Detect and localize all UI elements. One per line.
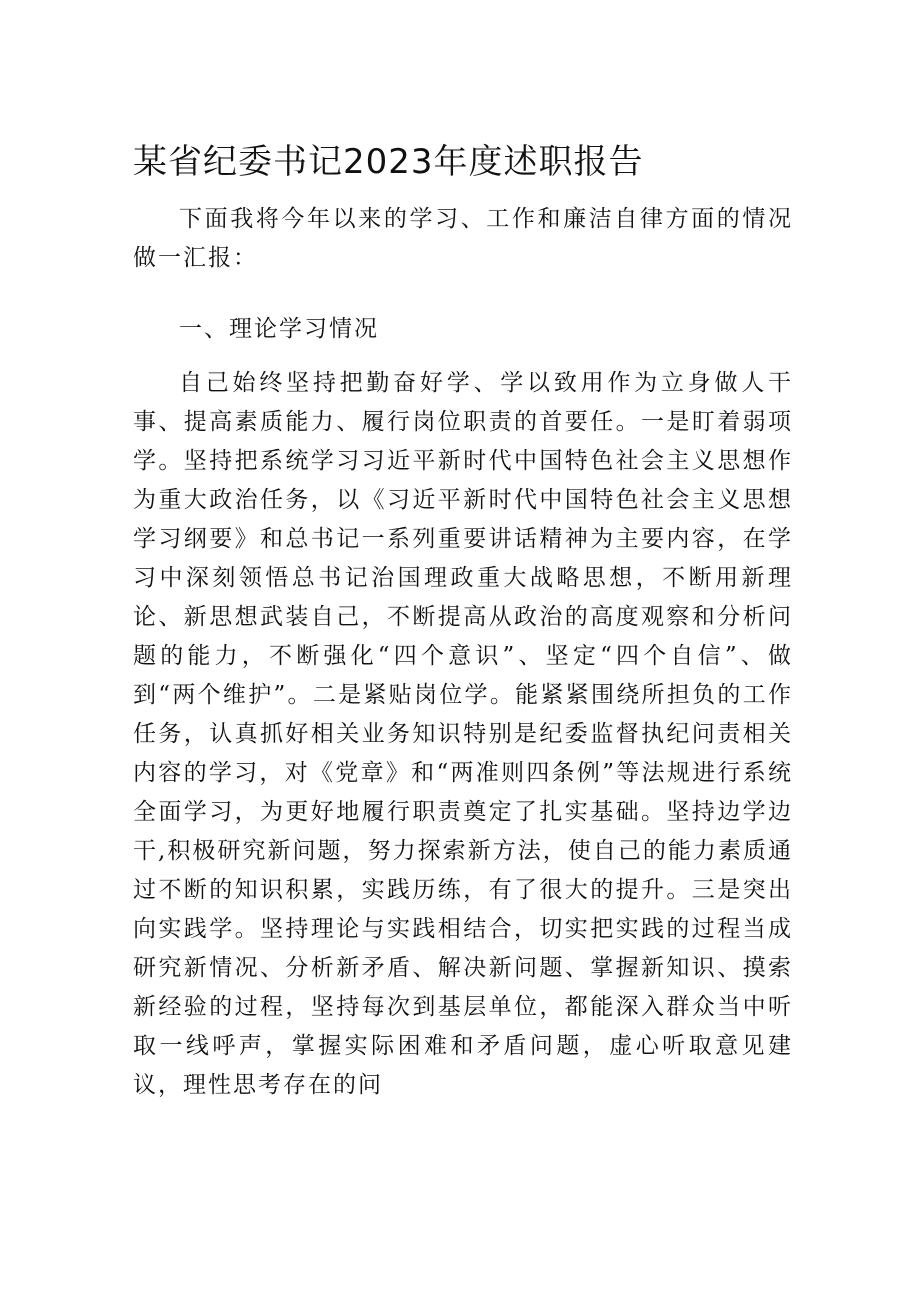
section-paragraph: 自己始终坚持把勤奋好学、学以致用作为立身做人干事、提高素质能力、履行岗位职责的首要任。一是盯着弱项学。坚持把系统学习习近平新时代中国特色社会主义思想作为重大政治任务，以《习近平新时代中国特色社会主义思想学习纲要》和总书记一系列重要讲话精神为主要内容，在学习中深刻领悟总书记治国理政重大战略思想，不断用新理论、新思想武装自己，不断提高从政治的高度观察和分析问题的能力，不断强化“四个意识”、坚定“四个自信”、做到“两个维护”。二是紧贴岗位学。能紧紧围绕所担负的工作任务，认真抓好相关业务知识特别是纪委监督执纪问责相关内容的学习，对《党章》和“两准则四条例”等法规进行系统全面学习，为更好地履行职责奠定了扎实基础。坚持边学边干,积极研究新问题，努力探索新方法，使自己的能力素质通过不断的知识积累，实践历练，有了很大的提升。三是突出向实践学。坚持理论与实践相结合，切实把实践的过程当成研究新情况、分析新矛盾、解决新问题、掌握新知识、摸索新经验的过程，坚持每次到基层单位，都能深入群众当中听取一线呼声，掌握实际困难和矛盾问题，虚心听取意见建议，理性思考存在的问	[133, 370, 793, 1098]
section-heading: 一、理论学习情况	[179, 316, 379, 342]
intro-paragraph: 下面我将今年以来的学习、工作和廉洁自律方面的情况做一汇报：	[133, 206, 793, 271]
document-title: 某省纪委书记2023年度述职报告	[133, 142, 644, 182]
